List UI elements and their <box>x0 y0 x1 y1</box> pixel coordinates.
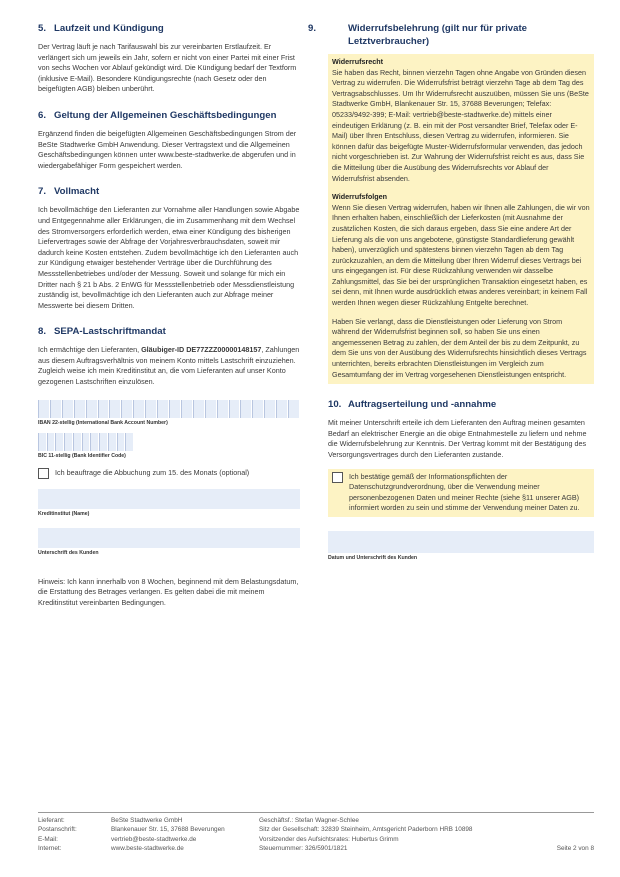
footer-row <box>38 816 594 825</box>
footer-key: Lieferant: <box>38 817 65 824</box>
section-7-text: Ich bevollmächtige den Lieferanten zur Vornahme aller Handlungen sowie Abgabe und Entgegennahme aller Erklärungen, die im Zusammenhang mit dem Wechsel des Stromversorgers erforderlich werden, etwa einer Kündigung des bisherigen Liefervertrages sowie der Abfrage der Vorjahresverbrauchsdaten, soweit mir dadurch keine Kosten entstehen. Zudem bevollmächtige ich den Lieferanten auch zur Kündigung etwaiger bestehender Verträge über die Durchführung des Messstellenbetriebes und/oder der Messung. Soweit und solange für mich ein Dritter nach § 21 b Abs. 2 EnWG für Messstellenbetrieb oder Messdienstleistung zuständig ist, bevollmächtige ich den Lieferanten auch zur Abfrage meiner Messwerte bei diesem Dritten. <box>38 205 300 310</box>
bic-input[interactable] <box>38 433 134 451</box>
section-5-heading <box>38 22 300 35</box>
footer-row <box>38 825 594 834</box>
footer-website[interactable]: www.beste-stadtwerke.de <box>111 845 184 853</box>
section-number: 7. <box>38 186 47 198</box>
footer-page <box>534 835 594 844</box>
footer-key: E-Mail: <box>38 835 58 843</box>
withdrawal-services-text: Haben Sie verlangt, dass die Dienstleistungen oder Lieferung von Strom während der Widerrufsfrist beginnen soll, so haben Sie uns einen angemessenen Betrag zu zahlen, der dem Anteil der bis zu dem Zeitpunkt, zu dem Sie uns von der Ausübung des Widerrufsrechts hinsichtlich dieses Vertrags unterrichten, bereits erbrachten Dienstleistungen im Vergleich zum Gesamtumfang der im Vertrag vorgesehenen Dienstleistungen entspricht. <box>332 316 587 379</box>
debit-15th-checkbox[interactable] <box>38 468 49 479</box>
page-number: Seite 2 von 8 <box>556 845 594 853</box>
footer-value: Blankenauer Str. 15, 37688 Beverungen <box>111 826 225 834</box>
footer-key: Internet: <box>38 845 62 853</box>
section-10 <box>328 398 594 562</box>
privacy-consent-text: Ich bestätige gemäß der Informationspflichten der Datenschutzgrundverordnung, über die Verwendung meiner personenbezogenen Daten und meiner Rechte (siehe §11 unserer AGB) informiert worden zu sein und stimme der Verwendung meiner Daten zu. <box>349 471 580 513</box>
mandate-text-b: , Zahlungen aus diesem Auftragsverhältnis von meinem Konto mittels Lastschrift einzuziehen. Zugleich weise ich mein Kreditinstitut an, die vom Lieferanten auf unser Konto gezogenen Lastschriften einzulösen. <box>38 345 300 387</box>
iban-input[interactable] <box>38 400 300 418</box>
customer-signature-label: Unterschrift des Kunden <box>38 549 99 556</box>
section-10-text: Mit meiner Unterschrift erteile ich dem Lieferanten den Auftrag meinen gesamten Bedarf an elektrischer Energie an die obige Entnahmestelle zu liefern und nehme die Widerrufsbelehrung zur Kenntnis. Der Vertrag kommt mit der Bestätigung des Versorgungsvertrages durch den Lieferanten zustande. <box>328 418 587 459</box>
debit-15th-option[interactable] <box>38 468 300 479</box>
section-6-heading <box>38 109 300 122</box>
withdrawal-consequences-heading: Widerrufsfolgen <box>332 192 388 202</box>
footer-row <box>38 835 594 844</box>
footer-info: Geschäftsf.: Stefan Wagner-Schlee <box>259 817 359 824</box>
section-7 <box>38 185 300 311</box>
section-6 <box>38 109 300 171</box>
customer-signature-field[interactable] <box>38 528 300 548</box>
creditor-id: Gläubiger-ID DE77ZZZ00000148157 <box>141 345 262 355</box>
section-9 <box>308 22 594 384</box>
mandate-text-a: Ich ermächtige den Lieferanten, <box>38 345 142 355</box>
footer-row <box>38 844 594 853</box>
section-title: Laufzeit und Kündigung <box>54 23 164 34</box>
refund-hint: Hinweis: Ich kann innerhalb von 8 Wochen, beginnend mit dem Belastungsdatum, die Erstattung des Betrages verlangen. Es gelten dabei die mit meinem Kreditinstitut vereinbarten Bedingungen. <box>38 576 299 607</box>
section-7-heading <box>38 185 300 198</box>
section-number: 9. <box>308 23 317 34</box>
footer-info: Sitz der Gesellschaft: 32839 Steinheim, Amtsgericht Paderborn HRB 10898 <box>259 826 473 834</box>
privacy-consent-checkbox[interactable] <box>332 472 343 483</box>
section-number: 8. <box>38 326 47 338</box>
privacy-consent[interactable] <box>328 469 594 517</box>
bank-name-input[interactable] <box>38 489 300 509</box>
page-footer <box>38 812 594 854</box>
section-number: 6. <box>38 109 47 121</box>
section-10-heading <box>328 398 594 411</box>
section-5-text: Der Vertrag läuft je nach Tarifauswahl bis zur vereinbarten Erstlaufzeit. Er verlängert sich um jeweils ein Jahr, sofern er nicht von einer Partei mit einer Frist von sechs Wochen vor Ablauf gekündigt wird. Die Kündigung bedarf der Textform (inklusive E-Mail). Besondere Kündigungsrechte (nach Gesetz oder den beigefügten AGB) bleiben unberührt. <box>38 42 297 94</box>
section-number: 5. <box>38 23 47 34</box>
bank-name-label: Kreditinstitut (Name) <box>38 510 90 517</box>
section-title: Auftragserteilung und -annahme <box>348 399 497 411</box>
section-9-heading <box>308 22 594 48</box>
iban-label: IBAN 22-stellig (International Bank Account Number) <box>38 419 168 426</box>
footer-email[interactable]: vertrieb@beste-stadtwerke.de <box>111 835 197 843</box>
footer-info: Vorsitzender des Aufsichtsrates: Hubertus Grimm <box>259 835 399 843</box>
withdrawal-box <box>328 54 594 384</box>
withdrawal-right-text: Sie haben das Recht, binnen vierzehn Tagen ohne Angabe von Gründen diesen Vertrag zu widerrufen. Die Widerrufsfrist beträgt vierzehn Tage ab dem Tag des Vertragsabschlusses. Um Ihr Widerrufsrecht auszuüben, müssen Sie uns (BeSte Stadtwerke GmbH, Blankenauer Str. 15, 37688 Beverungen; Telefax: 05233/9492-399; E-Mail: vertrieb@beste-stadtwerke.de) mittels einer eindeutigen Erklärung (z. B. ein mit der Post versandter Brief, Telefax oder E-Mail) über Ihren Entschluss, diesen Vertrag zu widerrufen, informieren. Sie können dafür das beigefügte Muster-Widerrufsformular verwenden, das jedoch nicht vorgeschrieben ist. Zur Wahrung der Widerrufsfrist reicht es aus, dass Sie die Mitteilung über die Ausübung des Widerrufsrechts vor Ablauf der Widerrufsfrist absenden. <box>332 67 589 183</box>
left-column <box>38 22 300 608</box>
section-6-text: Ergänzend finden die beigefügten Allgemeinen Geschäftsbedingungen Strom der BeSte Stadtwerke GmbH Anwendung. Dieser Vertragstext und die Allgemeinen Geschäftsbedingungen können unter www.beste-stadtwerke.de abgerufen und in wiedergabefähiger Form gespeichert werden. <box>38 128 297 170</box>
section-title: SEPA-Lastschriftmandat <box>54 326 166 338</box>
withdrawal-right-heading: Widerrufsrecht <box>332 57 384 66</box>
footer-page <box>534 825 594 834</box>
footer-page <box>534 816 594 825</box>
section-number: 10. <box>328 399 342 411</box>
section-8-text <box>38 345 300 387</box>
date-signature-label: Datum und Unterschrift des Kunden <box>328 554 418 561</box>
section-8 <box>38 325 300 608</box>
section-title: Geltung der Allgemeinen Geschäftsbedingungen <box>54 109 277 121</box>
section-5 <box>38 22 300 95</box>
footer-value: BeSte Stadtwerke GmbH <box>111 817 183 824</box>
section-8-heading <box>38 325 300 338</box>
bic-label: BIC 11-stellig (Bank Identifier Code) <box>38 452 126 459</box>
debit-15th-label: Ich beauftrage die Abbuchung zum 15. des Monats (optional) <box>55 467 250 477</box>
section-title: Vollmacht <box>54 186 100 198</box>
right-column <box>308 22 594 562</box>
footer-key: Postanschrift: <box>38 826 77 834</box>
withdrawal-consequences-text: Wenn Sie diesen Vertrag widerrufen, haben wir Ihnen alle Zahlungen, die wir von Ihnen erhalten haben, einschließlich der Lieferkosten (mit Ausnahme der zusätzlichen Kosten, die sich daraus ergeben, dass Sie eine andere Art der Lieferung als die von uns angebotene, günstigste Standardlieferung gewählt haben), unverzüglich und spätestens binnen vierzehn Tagen ab dem Tag zurückzuzahlen, an dem die Mitteilung über Ihren Widerruf dieses Vertrags bei uns eingegangen ist. Für diese Rückzahlung verwenden wir dasselbe Zahlungsmittel, das Sie bei der ursprünglichen Transaktion eingesetzt haben, es sei denn, mit Ihnen wurde ausdrücklich etwas anderes vereinbart; in keinem Fall werden Ihnen wegen dieser Rückzahlung Entgelte berechnet. <box>332 202 590 308</box>
section-title: Widerrufsbelehrung (gilt nur für private Letztverbraucher) <box>348 23 528 47</box>
footer-info: Steuernummer: 326/5901/1821 <box>259 845 348 853</box>
date-signature-field[interactable] <box>328 531 594 553</box>
